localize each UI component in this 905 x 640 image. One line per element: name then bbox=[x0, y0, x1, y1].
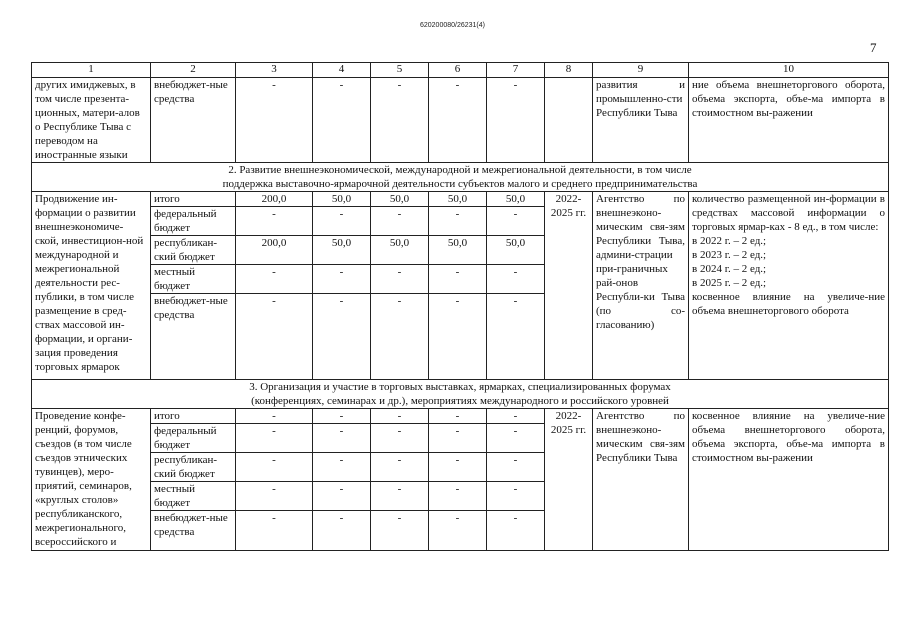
column-header: 2 bbox=[151, 63, 236, 78]
value-cell: - bbox=[487, 453, 545, 482]
value-cell: - bbox=[313, 409, 371, 424]
value-cell: 50,0 bbox=[313, 236, 371, 265]
value-cell: - bbox=[371, 511, 429, 551]
value-cell: - bbox=[429, 294, 487, 380]
indicator-cell: ние объема внешнеторгового оборота, объема экспорта, объе-ма импорта в стоимостном вы-ражении bbox=[689, 78, 889, 163]
section-2-title bbox=[32, 163, 889, 192]
value-cell: - bbox=[313, 482, 371, 511]
value-cell: - bbox=[313, 294, 371, 380]
value-cell: 50,0 bbox=[313, 192, 371, 207]
funding-source-cell: местный бюджет bbox=[151, 482, 236, 511]
value-cell: - bbox=[313, 453, 371, 482]
section-2-title-line: 2. Развитие внешнеэкономической, международной и межрегиональной деятельности, в том числе bbox=[228, 164, 692, 176]
indicator-text: количество размещенной ин-формации в средствах массовой информации о торговых ярмар-ках - 8 ед., в том числе: bbox=[692, 193, 885, 233]
indicator-year: в 2024 г. – 2 ед.; bbox=[692, 263, 767, 275]
value-cell: 50,0 bbox=[487, 192, 545, 207]
column-header: 10 bbox=[689, 63, 889, 78]
indicator-year: в 2025 г. – 2 ед.; bbox=[692, 277, 767, 289]
column-header: 3 bbox=[236, 63, 313, 78]
executor-cell: Агентство по внешнеэконо-мическим свя-зям Республики Тыва, админи-страции при-граничных рай-онов Республи-ки Тыва (по со-гласованию) bbox=[593, 192, 689, 380]
column-header: 7 bbox=[487, 63, 545, 78]
page-number: 7 bbox=[870, 40, 877, 55]
funding-source-cell: внебюджет-ные средства bbox=[151, 294, 236, 380]
value-cell: - bbox=[371, 78, 429, 163]
value-cell: 50,0 bbox=[487, 236, 545, 265]
period-cell: 2022-2025 гг. bbox=[545, 409, 593, 551]
value-cell: 200,0 bbox=[236, 192, 313, 207]
indicator-cell bbox=[689, 192, 889, 380]
value-cell: 50,0 bbox=[429, 236, 487, 265]
value-cell: - bbox=[487, 294, 545, 380]
column-header: 5 bbox=[371, 63, 429, 78]
activity-cell: других имиджевых, в том числе презента-ционных, матери-алов о Республике Тыва с переводом на иностранные языки bbox=[32, 78, 151, 163]
value-cell: - bbox=[429, 482, 487, 511]
table-row bbox=[32, 78, 889, 163]
value-cell: - bbox=[371, 294, 429, 380]
value-cell: - bbox=[429, 424, 487, 453]
indicator-text: косвенное влияние на увеличе-ние объема внешнеторгового оборота bbox=[692, 291, 885, 317]
funding-source-cell: республикан-ский бюджет bbox=[151, 236, 236, 265]
value-cell: - bbox=[429, 265, 487, 294]
value-cell: - bbox=[313, 207, 371, 236]
funding-source-cell: внебюджет-ные средства bbox=[151, 511, 236, 551]
column-header: 9 bbox=[593, 63, 689, 78]
value-cell: 200,0 bbox=[236, 236, 313, 265]
value-cell: - bbox=[371, 409, 429, 424]
value-cell: - bbox=[487, 265, 545, 294]
funding-source-cell: местный бюджет bbox=[151, 265, 236, 294]
value-cell: - bbox=[487, 207, 545, 236]
funding-source-cell: внебюджет-ные средства bbox=[151, 78, 236, 163]
value-cell: - bbox=[236, 409, 313, 424]
value-cell: - bbox=[429, 78, 487, 163]
value-cell: 50,0 bbox=[429, 192, 487, 207]
executor-cell: развития и промышленно-сти Республики Тыва bbox=[593, 78, 689, 163]
value-cell: 50,0 bbox=[371, 192, 429, 207]
value-cell: - bbox=[313, 265, 371, 294]
section-title-row bbox=[32, 163, 889, 192]
value-cell: - bbox=[236, 78, 313, 163]
section-title-row bbox=[32, 380, 889, 409]
value-cell: - bbox=[429, 207, 487, 236]
header-row bbox=[32, 63, 889, 78]
section-3-title-line: (конференциях, семинарах и др.), мероприятиях международного и российского уровней bbox=[251, 395, 669, 407]
funding-source-cell: итого bbox=[151, 409, 236, 424]
value-cell: - bbox=[429, 453, 487, 482]
section-3-title bbox=[32, 380, 889, 409]
section-3-title-line: 3. Организация и участие в торговых выставках, ярмарках, специализированных форумах bbox=[249, 381, 671, 393]
indicator-year: в 2022 г. – 2 ед.; bbox=[692, 235, 767, 247]
value-cell: - bbox=[236, 207, 313, 236]
value-cell: - bbox=[236, 424, 313, 453]
activity-cell: Продвижение ин-формации о развитии внешнеэкономиче-ской, инвестицион-ной международной и межрегиональной деятельности рес-публики, в том числе размещение в сред-ствах массовой ин-формации, и органи-зация проведения торговых ярмарок bbox=[32, 192, 151, 380]
value-cell: - bbox=[371, 424, 429, 453]
column-header: 8 bbox=[545, 63, 593, 78]
value-cell: - bbox=[371, 482, 429, 511]
indicator-year: в 2023 г. – 2 ед.; bbox=[692, 249, 767, 261]
column-header: 4 bbox=[313, 63, 371, 78]
table-row bbox=[32, 192, 889, 207]
value-cell: - bbox=[487, 482, 545, 511]
value-cell: - bbox=[371, 207, 429, 236]
value-cell: - bbox=[487, 424, 545, 453]
table-row bbox=[32, 409, 889, 424]
value-cell: - bbox=[487, 78, 545, 163]
section-2-title-line: поддержка выставочно-ярмарочной деятельности субъектов малого и среднего предпринимательства bbox=[222, 178, 698, 190]
value-cell: - bbox=[236, 482, 313, 511]
column-header: 1 bbox=[32, 63, 151, 78]
indicator-cell: косвенное влияние на увеличе-ние объема внешнеторгового оборота, объема экспорта, объе-ма импорта в стоимостном вы-ражении bbox=[689, 409, 889, 551]
value-cell: 50,0 bbox=[371, 236, 429, 265]
value-cell: - bbox=[371, 453, 429, 482]
period-cell: 2022-2025 гг. bbox=[545, 192, 593, 380]
value-cell: - bbox=[236, 265, 313, 294]
value-cell: - bbox=[236, 453, 313, 482]
value-cell: - bbox=[487, 511, 545, 551]
funding-source-cell: федеральный бюджет bbox=[151, 424, 236, 453]
value-cell: - bbox=[236, 511, 313, 551]
value-cell: - bbox=[313, 424, 371, 453]
value-cell: - bbox=[371, 265, 429, 294]
activity-cell: Проведение конфе-ренций, форумов, съездов (в том числе съездов этнических тувинцев), меро-приятий, семинаров, «круглых столов» республиканского, межрегионального, всероссийского и bbox=[32, 409, 151, 551]
document-id: 620200080/26231(4) bbox=[419, 22, 485, 29]
period-cell bbox=[545, 78, 593, 163]
value-cell: - bbox=[313, 78, 371, 163]
value-cell: - bbox=[236, 294, 313, 380]
value-cell: - bbox=[429, 511, 487, 551]
value-cell: - bbox=[487, 409, 545, 424]
column-header: 6 bbox=[429, 63, 487, 78]
funding-source-cell: итого bbox=[151, 192, 236, 207]
value-cell: - bbox=[429, 409, 487, 424]
value-cell: - bbox=[313, 511, 371, 551]
funding-source-cell: республикан-ский бюджет bbox=[151, 453, 236, 482]
program-table bbox=[31, 62, 889, 551]
funding-source-cell: федеральный бюджет bbox=[151, 207, 236, 236]
executor-cell: Агентство по внешнеэконо-мическим свя-зям Республики Тыва bbox=[593, 409, 689, 551]
